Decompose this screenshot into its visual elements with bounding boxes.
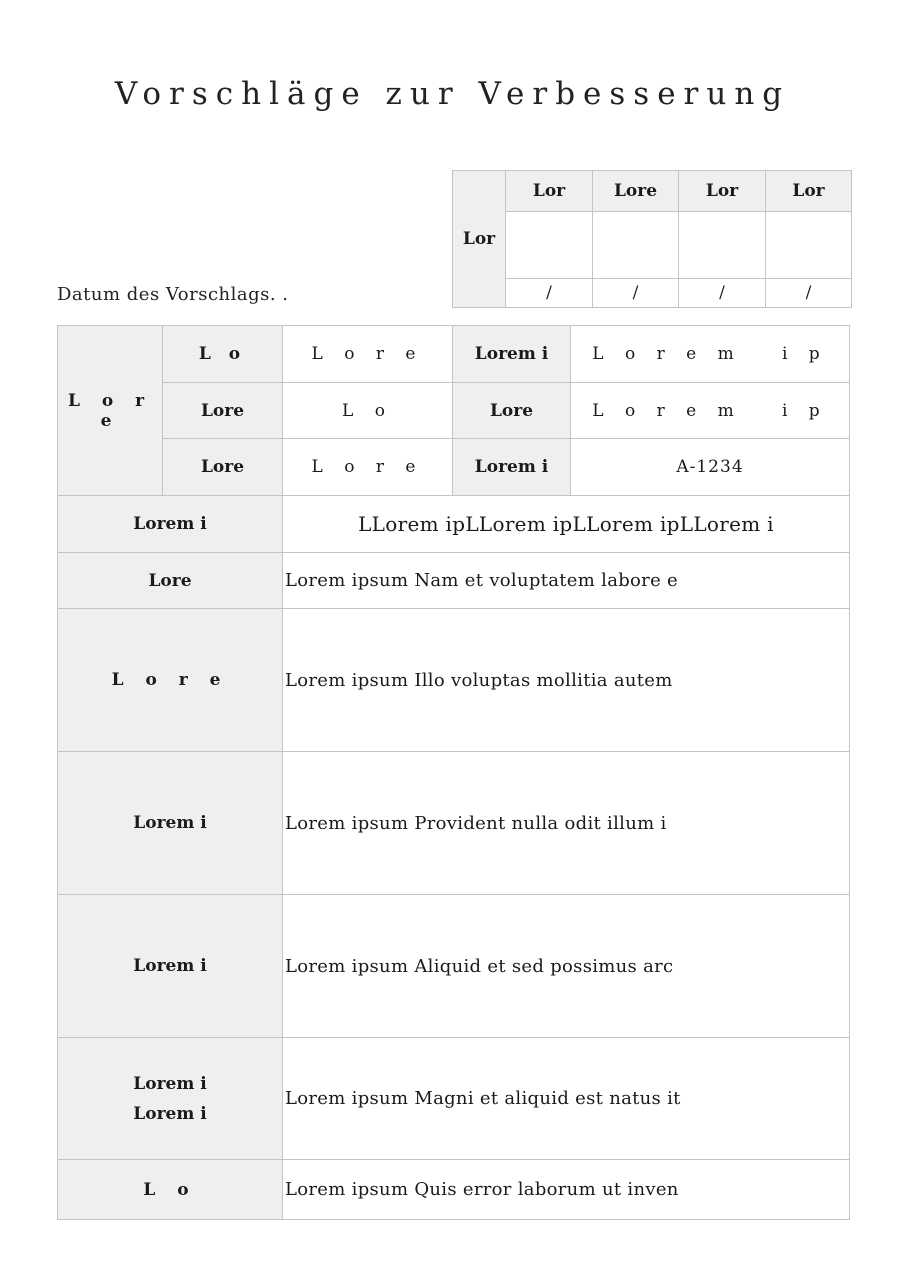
- proposer-row1-label: L o: [163, 326, 283, 383]
- proposal-date-label: Datum des Vorschlags. .: [57, 284, 289, 305]
- approval-header-3: Lor: [679, 171, 766, 212]
- field-6-label-line1: Lorem i: [133, 1073, 207, 1094]
- approval-date-3[interactable]: /: [679, 279, 766, 308]
- approval-header-4: Lor: [766, 171, 852, 212]
- approval-stamp-box-2[interactable]: [593, 212, 679, 279]
- field-1-value[interactable]: LLorem ipLLorem ipLLorem ipLLorem i: [283, 496, 850, 553]
- field-2-label: Lore: [58, 553, 283, 609]
- approval-stamp-box-1[interactable]: [506, 212, 593, 279]
- field-6-label-line2: Lorem i: [133, 1103, 207, 1124]
- proposer-row2-value[interactable]: L o: [283, 383, 453, 439]
- proposer-row1-label2: Lorem i: [453, 326, 571, 383]
- field-2-value[interactable]: Lorem ipsum Nam et voluptatem labore e: [283, 553, 850, 609]
- approval-header-2: Lore: [593, 171, 679, 212]
- field-3-value[interactable]: Lorem ipsum Illo voluptas mollitia autem: [283, 609, 850, 752]
- field-1-label: Lorem i: [58, 496, 283, 553]
- proposal-form-table: [57, 325, 850, 1220]
- proposer-row2-value2[interactable]: L o r e m i p: [571, 383, 850, 439]
- proposer-row2-label: Lore: [163, 383, 283, 439]
- field-5-value[interactable]: Lorem ipsum Aliquid et sed possimus arc: [283, 895, 850, 1038]
- proposer-row1-value[interactable]: L o r e: [283, 326, 453, 383]
- approval-stamp-box-3[interactable]: [679, 212, 766, 279]
- field-6-value[interactable]: Lorem ipsum Magni et aliquid est natus it: [283, 1038, 850, 1160]
- proposer-id-value[interactable]: A-1234: [571, 439, 850, 496]
- proposer-row2-label2: Lore: [453, 383, 571, 439]
- field-6-label: [58, 1038, 283, 1160]
- proposer-row3-label: Lore: [163, 439, 283, 496]
- document-title: Vorschläge zur Verbesserung: [114, 76, 791, 112]
- approval-date-4[interactable]: /: [766, 279, 852, 308]
- approval-header-1: Lor: [506, 171, 593, 212]
- field-4-value[interactable]: Lorem ipsum Provident nulla odit illum i: [283, 752, 850, 895]
- field-5-label: Lorem i: [58, 895, 283, 1038]
- proposer-row3-label2: Lorem i: [453, 439, 571, 496]
- approval-date-2[interactable]: /: [593, 279, 679, 308]
- proposer-row3-value[interactable]: L o r e: [283, 439, 453, 496]
- field-7-label: L o: [58, 1160, 283, 1220]
- approval-stamp-box-4[interactable]: [766, 212, 852, 279]
- approval-stamp-table: [452, 170, 852, 308]
- proposer-row1-value2[interactable]: L o r e m i p: [571, 326, 850, 383]
- field-4-label: Lorem i: [58, 752, 283, 895]
- approval-date-1[interactable]: /: [506, 279, 593, 308]
- field-3-label: L o r e: [58, 609, 283, 752]
- field-7-value[interactable]: Lorem ipsum Quis error laborum ut inven: [283, 1160, 850, 1220]
- proposer-section-label: L o r e: [58, 326, 163, 496]
- approval-side-label: Lor: [453, 171, 506, 308]
